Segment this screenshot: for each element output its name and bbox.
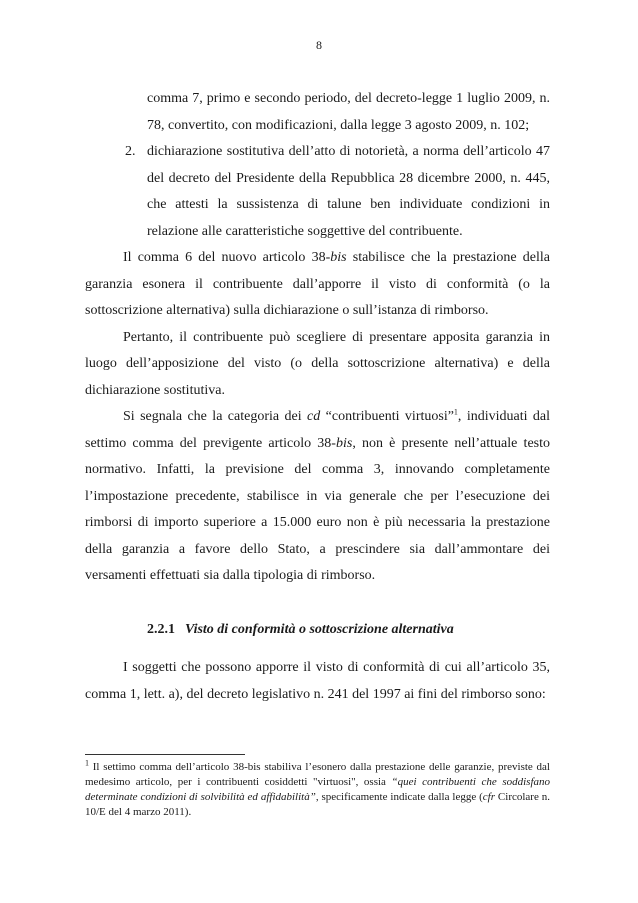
footnote-italic-quote: “quei contribuenti che soddisfano determinate condizioni di solvibilità ed affidabilità” <box>85 776 550 803</box>
section-heading <box>85 617 550 644</box>
paragraph-contribuenti-virtuosi <box>85 404 550 590</box>
document-body <box>85 86 550 708</box>
italic-text: cd <box>307 409 321 424</box>
footnote-text: Circolare n. 10/E del 4 marzo 2011). <box>85 791 550 818</box>
footnote <box>85 760 550 820</box>
paragraph-comma-6 <box>85 245 550 325</box>
paragraph-text: , non è presente nell’attuale testo normativo. Infatti, la previsione del comma 3, innovando completamente l’impostazione precedente, stabilisce in via generale che per l’esecuzione dei rimborsi di importo superiore a 15.000 euro non è più necessaria la prestazione della garanzia a favore dello Stato, a prescindere sia dall’ammontare dei versamenti effettuati sia dalla tipologia di rimborso. <box>85 435 550 583</box>
section-title: Visto di conformità o sottoscrizione alternativa <box>185 621 454 637</box>
italic-text: bis <box>335 435 353 451</box>
section-number: 2.2.1 <box>147 621 175 637</box>
paragraph-text: “contribuenti virtuosi” <box>320 409 454 424</box>
footnote-text: Il settimo comma dell’articolo 38-bis stabiliva l’esonero dalla prestazione delle garanzie, previste dal medesimo articolo, per i contribuenti cosiddetti "virtuosi", ossia <box>85 761 550 788</box>
footnote-marker: 1 <box>85 758 89 768</box>
paragraph-text: , individuati dal settimo comma del previgente articolo 38- <box>85 409 550 451</box>
continued-list-item: comma 7, primo e secondo periodo, del decreto-legge 1 luglio 2009, n. 78, convertito, con modificazioni, dalla legge 3 agosto 2009, n. 102; <box>147 91 550 133</box>
paragraph-pertanto: Pertanto, il contribuente può scegliere di presentare apposita garanzia in luogo dell’apposizione del visto (o della sottoscrizione alternativa) e della dichiarazione sostitutiva. <box>85 329 550 398</box>
footnote-italic-cfr: cfr <box>482 791 496 803</box>
paragraph-soggetti: I soggetti che possono apporre il visto di conformità di cui all’articolo 35, comma 1, lett. a), del decreto legislativo n. 241 del 1997 ai fini del rimborso sono: <box>85 660 550 702</box>
footnote-text: , specificamente indicate dalla legge ( <box>315 791 483 803</box>
list-item-number: 2. <box>125 144 136 159</box>
footnote-separator <box>85 754 245 755</box>
paragraph-text: Il comma 6 del nuovo articolo 38- <box>123 250 331 265</box>
list-item-2 <box>85 139 550 245</box>
page-number: 8 <box>316 38 322 52</box>
italic-text: bis <box>330 250 347 265</box>
footnote-reference[interactable]: 1 <box>453 407 458 417</box>
paragraph-text: stabilisce che la prestazione della garanzia esonera il contribuente dall’apporre il visto di conformità (o la sottoscrizione alternativa) sulla dichiarazione o sull’istanza di rimborso. <box>85 250 550 318</box>
list-item-text: dichiarazione sostitutiva dell’atto di notorietà, a norma dell’articolo 47 del decreto del Presidente della Repubblica 28 dicembre 2000, n. 445, che attesti la sussistenza di talune ben individuate condizioni in relazione alle caratteristiche soggettive del contribuente. <box>147 144 550 239</box>
paragraph-text: Si segnala che la categoria dei <box>123 409 308 424</box>
